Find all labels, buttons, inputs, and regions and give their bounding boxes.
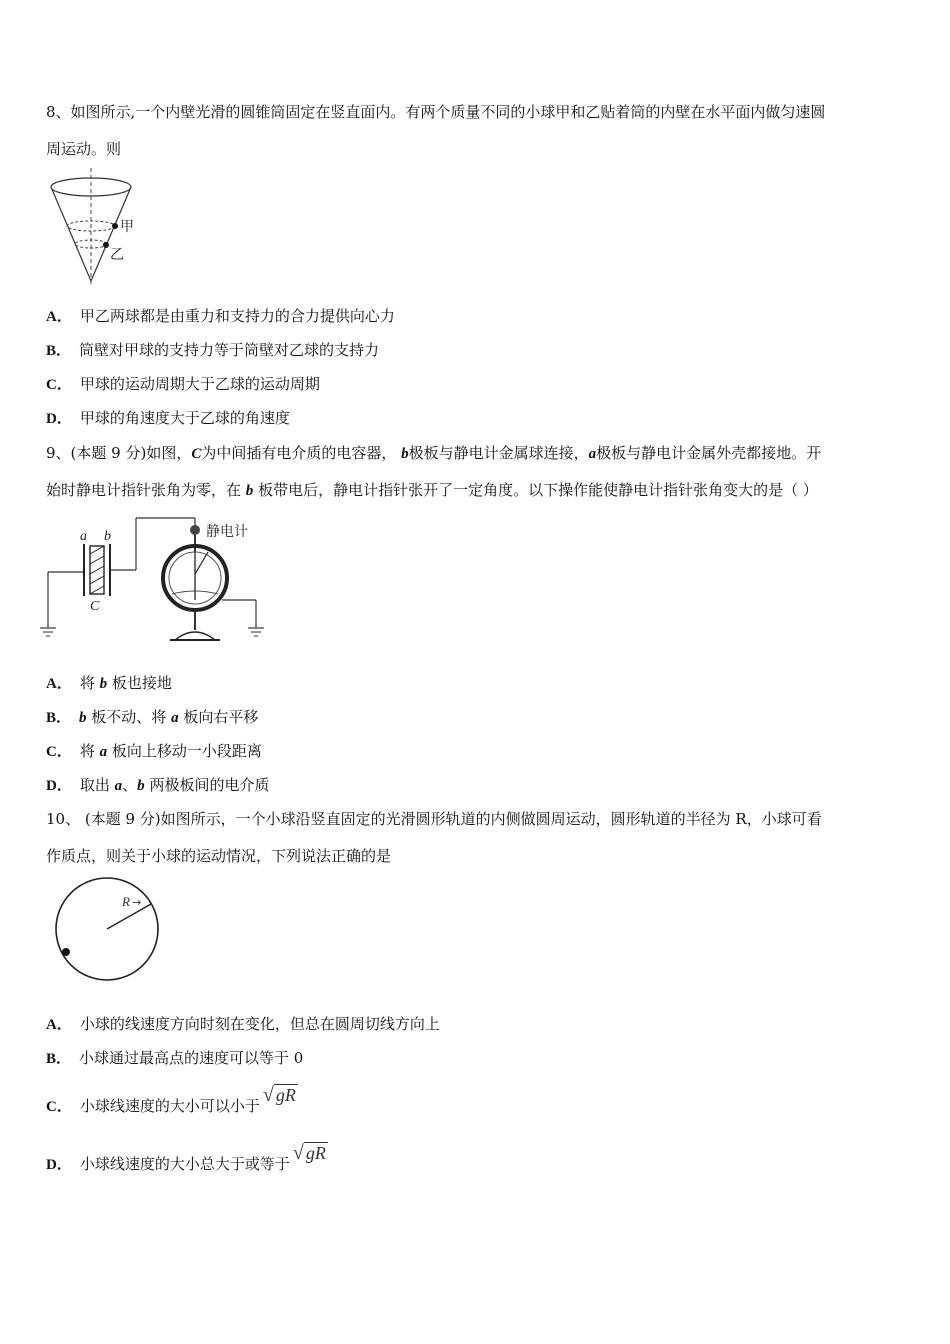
q9-option-a[interactable]: A． 将 b 板也接地 (46, 674, 172, 692)
label-capacitor-c: C (90, 599, 100, 614)
q8-stem-line1: 8、如图所示,一个内壁光滑的圆锥筒固定在竖直面内。有两个质量不同的小球甲和乙贴着筒的内壁在水平面内做匀速圆 (46, 103, 826, 121)
q10-stem-line2: 作质点，则关于小球的运动情况，下列说法正确的是 (46, 847, 392, 865)
q8-option-c[interactable]: C． 甲球的运动周期大于乙球的运动周期 (46, 375, 320, 393)
cone-figure (44, 168, 144, 286)
q9-option-b[interactable]: B． b 板不动、将 a 板向右平移 (46, 708, 259, 726)
sqrt-gr-c: √ gR (262, 1084, 296, 1106)
label-yi: 乙 (110, 247, 124, 263)
q10-stem-line1: 10、 (本题 9 分)如图所示，一个小球沿竖直固定的光滑圆形轨道的内侧做圆周运动，圆形轨道的半径为 R，小球可看 (46, 810, 822, 828)
electrometer-ball (190, 525, 200, 535)
label-electrometer: 静电计 (206, 524, 248, 540)
q9-stem-line1: 9、(本题 9 分)如图，C为中间插有电介质的电容器， b极板与静电计金属球连接，a极板与静电计金属外壳都接地。开 (46, 444, 822, 462)
ball-yi (103, 242, 109, 248)
sqrt-gr-d: √ gR (292, 1142, 326, 1164)
q8-option-a[interactable]: A． 甲乙两球都是由重力和支持力的合力提供向心力 (46, 307, 395, 325)
circular-track-figure (52, 876, 164, 986)
q10-option-a[interactable]: A． 小球的线速度方向时刻在变化，但总在圆周切线方向上 (46, 1015, 440, 1033)
label-plate-b: b (104, 529, 111, 544)
ball (62, 948, 70, 956)
q10-option-c[interactable]: C． 小球线速度的大小可以小于 √ gR (46, 1084, 296, 1115)
q9-option-c[interactable]: C． 将 a 板向上移动一小段距离 (46, 742, 262, 760)
q10-option-b[interactable]: B． 小球通过最高点的速度可以等于 0 (46, 1049, 304, 1067)
q9-stem-line2: 始时静电计指针张角为零，在 b 板带电后，静电计指针张开了一定角度。以下操作能使静电计指针张角变大的是（ ） (46, 481, 818, 499)
label-radius: R (122, 894, 130, 909)
q8-option-d[interactable]: D． 甲球的角速度大于乙球的角速度 (46, 409, 290, 427)
label-plate-a: a (80, 529, 87, 544)
capacitor-electrometer-figure (40, 512, 270, 650)
q8-option-b[interactable]: B． 筒壁对甲球的支持力等于筒壁对乙球的支持力 (46, 341, 380, 359)
q10-option-d[interactable]: D． 小球线速度的大小总大于或等于 √ gR (46, 1142, 326, 1173)
radius-arrow-icon: → (132, 896, 142, 909)
q8-stem-line2: 周运动。则 (46, 140, 122, 158)
label-jia: 甲 (120, 219, 134, 235)
ball-jia (112, 223, 118, 229)
q9-option-d[interactable]: D． 取出 a、b 两极板间的电介质 (46, 776, 270, 794)
